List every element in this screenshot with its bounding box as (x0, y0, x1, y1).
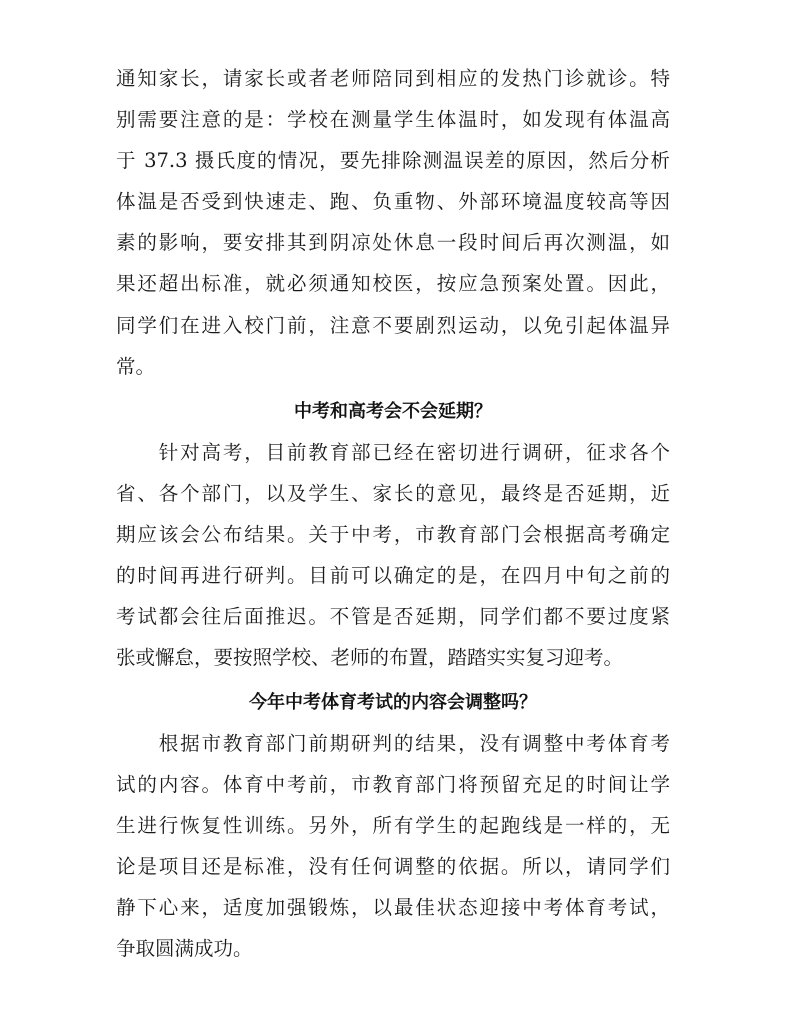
paragraph-line: 试的内容。体育中考前，市教育部门将预留充足的时间让学 (116, 773, 670, 797)
paragraph-line: 省、各个部门，以及学生、家长的意见，最终是否延期，近 (116, 482, 670, 506)
paragraph-line: 常。 (116, 354, 156, 378)
heading-pe-exam: 今年中考体育考试的内容会调整吗？ (249, 692, 537, 713)
paragraph-line: 素的影响，要安排其到阴凉处休息一段时间后再次测温，如 (116, 231, 670, 255)
paragraph-line: 静下心来，适度加强锻炼，以最佳状态迎接中考体育考试， (116, 896, 670, 920)
paragraph-line: 根据市教育部门前期研判的结果，没有调整中考体育考 (116, 732, 670, 755)
paragraph-line: 果还超出标准，就必须通知校医，按应急预案处置。因此， (116, 272, 670, 296)
paragraph-line: 论是项目还是标准，没有任何调整的依据。所以，请同学们 (116, 855, 670, 879)
paragraph-line: 于 37.3 摄氏度的情况，要先排除测温误差的原因，然后分析 (116, 149, 670, 173)
paragraph-line: 同学们在进入校门前，注意不要剧烈运动，以免引起体温异 (116, 313, 670, 337)
paragraph-line: 期应该会公布结果。关于中考，市教育部门会根据高考确定 (116, 523, 670, 547)
paragraph-pe-exam (116, 723, 670, 970)
paragraph-fever-procedure (116, 58, 670, 387)
paragraph-line: 体温是否受到快速走、跑、负重物、外部环境温度较高等因 (116, 190, 670, 214)
paragraph-line: 针对高考，目前教育部已经在密切进行调研，征求各个 (116, 441, 670, 464)
paragraph-line: 张或懈怠，要按照学校、老师的布置，踏踏实实复习迎考。 (116, 646, 624, 670)
paragraph-line: 生进行恢复性训练。另外，所有学生的起跑线是一样的，无 (116, 814, 670, 838)
heading-exam-delay: 中考和高考会不会延期？ (294, 401, 492, 422)
paragraph-line: 的时间再进行研判。目前可以确定的是，在四月中旬之前的 (116, 564, 670, 588)
paragraph-line: 别需要注意的是：学校在测量学生体温时，如发现有体温高 (116, 108, 670, 132)
paragraph-exam-delay (116, 432, 670, 679)
paragraph-line: 通知家长，请家长或者老师陪同到相应的发热门诊就诊。特 (116, 67, 670, 90)
paragraph-line: 争取圆满成功。 (116, 937, 253, 961)
paragraph-line: 考试都会往后面推迟。不管是否延期，同学们都不要过度紧 (116, 605, 670, 629)
